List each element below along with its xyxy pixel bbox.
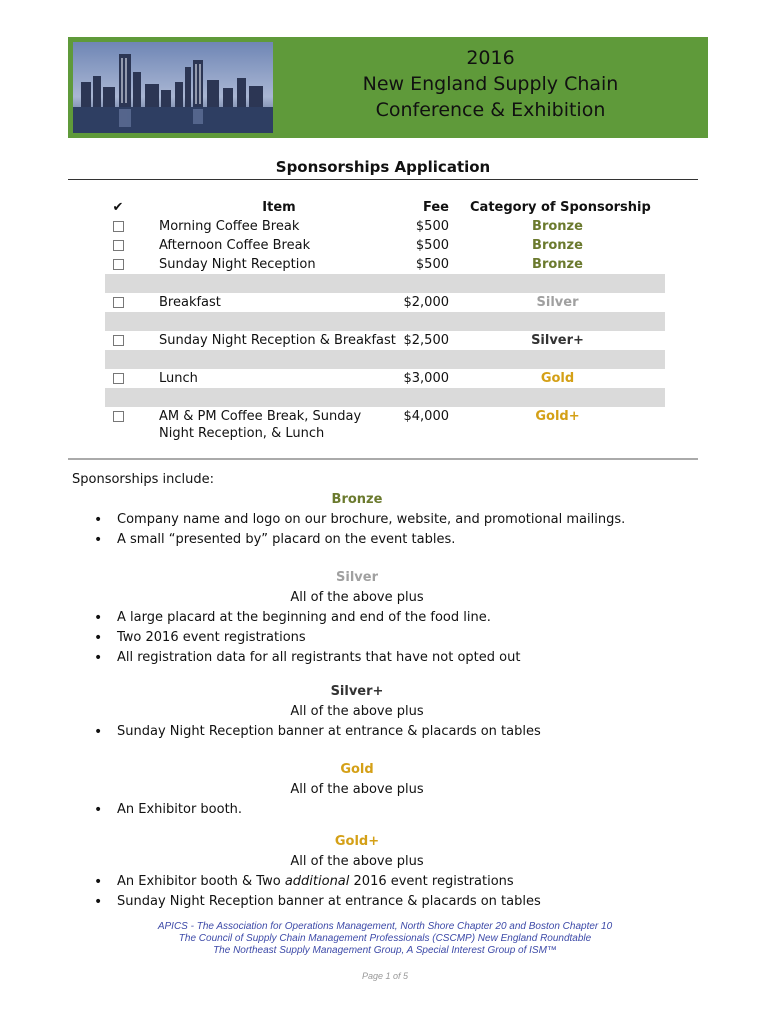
silver-plus-benefits-list xyxy=(72,722,712,742)
tier-subheading: All of the above plus xyxy=(290,782,424,797)
tier-subheading: All of the above plus xyxy=(290,854,424,869)
item-fee: $3,000 xyxy=(403,371,449,386)
conference-title xyxy=(273,45,708,123)
tier-heading-gold-plus: Gold+ xyxy=(334,834,380,849)
row-separator xyxy=(105,388,665,407)
select-checkbox[interactable] xyxy=(113,221,124,232)
sponsorship-table xyxy=(105,198,665,445)
table-row xyxy=(105,293,665,312)
footer-line: The Council of Supply Chain Management Professionals (CSCMP) New England Roundtable xyxy=(178,933,592,944)
item-fee: $500 xyxy=(415,219,449,234)
table-row xyxy=(105,217,665,236)
footer-organizations xyxy=(100,921,670,957)
list-item: • Two 2016 event registrations xyxy=(72,628,712,648)
gold-plus-benefits-list xyxy=(72,872,712,912)
tier-subheading: All of the above plus xyxy=(290,590,424,605)
table-row xyxy=(105,369,665,388)
column-header-fee: Fee xyxy=(423,200,449,215)
table-row xyxy=(105,331,665,350)
page-number: Page 1 of 5 xyxy=(361,971,409,981)
item-category: Gold+ xyxy=(535,409,580,424)
table-row xyxy=(105,255,665,274)
row-separator xyxy=(105,274,665,293)
title-divider xyxy=(68,179,698,180)
list-item: • An Exhibitor booth. xyxy=(72,800,712,820)
column-header-category: Category of Sponsorship xyxy=(470,200,651,215)
benefits-intro: Sponsorships include: xyxy=(72,472,215,487)
item-fee: $500 xyxy=(415,257,449,272)
list-item: • An Exhibitor booth & Two additional 2016 event registrations xyxy=(72,872,712,892)
item-category: Bronze xyxy=(532,257,583,272)
table-row xyxy=(105,407,665,445)
checkmark-icon: ✔ xyxy=(112,200,124,215)
item-category: Silver xyxy=(536,295,579,310)
item-category: Bronze xyxy=(532,238,583,253)
tier-heading-silver: Silver xyxy=(336,570,378,585)
table-header-row xyxy=(105,198,665,217)
header-banner xyxy=(68,37,708,138)
item-fee: $2,000 xyxy=(403,295,449,310)
row-separator xyxy=(105,312,665,331)
item-name: Sunday Night Reception & Breakfast xyxy=(159,333,396,348)
item-category: Silver+ xyxy=(531,333,584,348)
list-item: • All registration data for all registrants that have not opted out xyxy=(72,648,712,668)
conference-name-line2: Conference & Exhibition xyxy=(375,99,606,121)
select-checkbox[interactable] xyxy=(113,240,124,251)
conference-year: 2016 xyxy=(466,47,515,69)
item-fee: $4,000 xyxy=(403,409,449,424)
item-name: Morning Coffee Break xyxy=(159,219,300,234)
footer-line: The Northeast Supply Management Group, A Special Interest Group of ISM™ xyxy=(213,945,557,956)
tier-heading-silver-plus: Silver+ xyxy=(330,684,384,699)
list-item: • A large placard at the beginning and end of the food line. xyxy=(72,608,712,628)
item-name: Afternoon Coffee Break xyxy=(159,238,311,253)
sponsorship-benefits xyxy=(72,470,712,912)
column-header-item: Item xyxy=(262,200,296,215)
item-category: Bronze xyxy=(532,219,583,234)
item-fee: $500 xyxy=(415,238,449,253)
list-item: • Sunday Night Reception banner at entrance & placards on tables xyxy=(72,892,712,912)
list-item: • Company name and logo on our brochure, website, and promotional mailings. xyxy=(72,510,712,530)
city-skyline-image xyxy=(73,42,273,133)
conference-name-line1: New England Supply Chain xyxy=(362,73,619,95)
select-checkbox[interactable] xyxy=(113,259,124,270)
select-checkbox[interactable] xyxy=(113,373,124,384)
select-checkbox[interactable] xyxy=(113,297,124,308)
item-name: Lunch xyxy=(159,371,198,386)
bronze-benefits-list xyxy=(72,510,712,550)
item-category: Gold xyxy=(540,371,575,386)
item-fee: $2,500 xyxy=(403,333,449,348)
silver-benefits-list xyxy=(72,608,712,668)
select-checkbox[interactable] xyxy=(113,411,124,422)
page-title: Sponsorships Application xyxy=(275,158,491,176)
item-name: Sunday Night Reception xyxy=(159,257,316,272)
table-bottom-divider xyxy=(68,458,698,460)
list-item: • A small “presented by” placard on the event tables. xyxy=(72,530,712,550)
list-item: • Sunday Night Reception banner at entrance & placards on tables xyxy=(72,722,712,742)
item-name: Breakfast xyxy=(159,295,221,310)
gold-benefits-list xyxy=(72,800,712,820)
tier-subheading: All of the above plus xyxy=(290,704,424,719)
item-name: AM & PM Coffee Break, Sunday Night Reception, & Lunch xyxy=(159,409,362,441)
tier-heading-bronze: Bronze xyxy=(331,492,383,507)
select-checkbox[interactable] xyxy=(113,335,124,346)
table-row xyxy=(105,236,665,255)
footer-line: APICS - The Association for Operations Management, North Shore Chapter 20 and Boston Chapter 10 xyxy=(157,921,613,932)
row-separator xyxy=(105,350,665,369)
tier-heading-gold: Gold xyxy=(340,762,374,777)
